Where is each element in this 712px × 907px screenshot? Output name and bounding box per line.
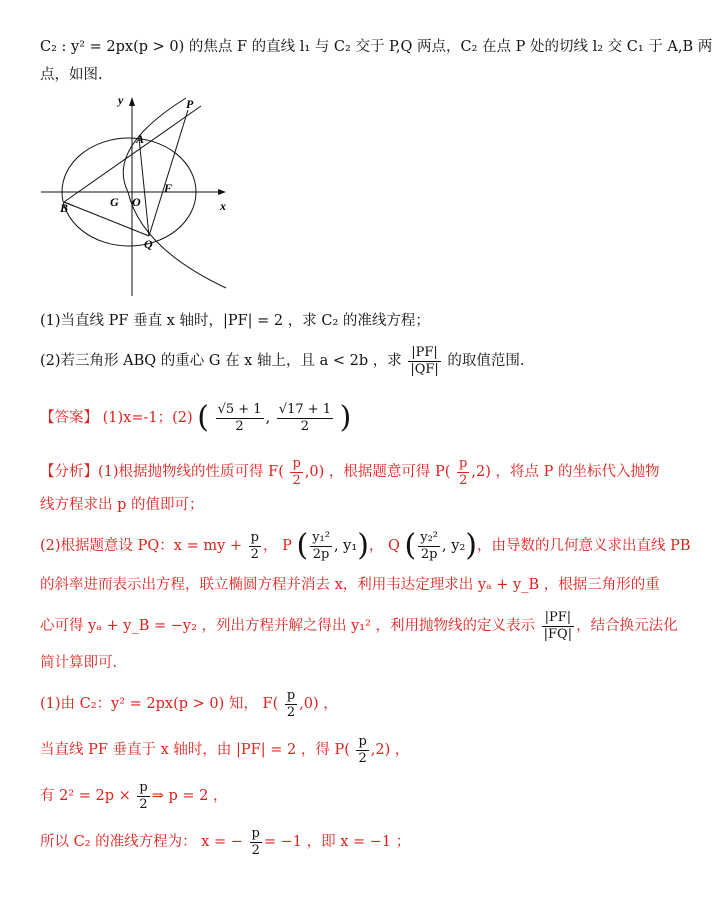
label-a: A [136,132,145,146]
analysis-l3b: ， P [262,538,292,554]
parabola-c2 [123,98,226,288]
solution-s4a: 所以 C₂ 的准线方程为： x = − [40,834,243,850]
analysis-l3d: ，由导数的几何意义求出直线 PB [476,538,691,554]
analysis-frac-f-num: p [292,455,301,471]
analysis-frac-p [457,456,469,489]
q-coord-frac [418,530,440,563]
p-close-paren: ) [357,528,369,563]
q-coord-y: , y₂ [442,538,466,554]
q-coord-den: 2p [420,546,438,562]
label-q: Q [144,237,153,251]
solution-line-1 [40,684,624,724]
question-2 [40,342,624,380]
answer-upper-num: √17 + 1 [278,401,332,417]
solution-s2-frac [356,734,368,767]
answer-close-paren: ) [339,400,352,435]
solution-s4-frac-num: p [251,825,260,841]
solution-s1-frac-num: p [286,687,296,703]
analysis-line-1 [40,452,660,492]
analysis-l5b: ，结合换元法化 [576,618,678,634]
label-f: F [164,181,173,195]
geometry-figure [36,88,236,298]
label-p: P [186,97,194,111]
q-coord-num: y₂² [420,529,439,545]
question-2-pre: (2)若三角形 ABQ 的重心 G 在 x 轴上，且 a < 2b ，求 [40,353,402,369]
answer-line [40,398,624,438]
p-coord-den: 2p [312,546,330,562]
solution-s1b: ,0) ， [299,696,338,712]
problem-line-2: 点，如图. [40,67,103,83]
analysis-l1a: (1)根据抛物线的性质可得 F( [98,464,284,480]
analysis-l3c: ， Q [368,538,400,554]
question-2-ratio [408,345,440,378]
p-coord-y: , y₁ [333,538,358,554]
solution-s4-frac [250,826,262,859]
solution-s2-frac-num: p [358,733,367,749]
solution-line-4 [40,822,624,862]
p-coord-num: y₁² [312,529,330,545]
analysis-l5a: 心可得 yₐ + y_B = −y₂ ，列出方程并解之得出 y₁² ，利用抛物线的定义表示 [40,618,536,634]
x-axis-arrow [218,189,226,195]
answer-comma: , [265,410,271,426]
answer-lower-den: 2 [235,418,244,434]
answer-open-paren: ( [197,400,209,435]
solution-line-2 [40,730,624,770]
answer-upper-frac [277,402,333,435]
question-2-post: 的取值范围. [447,353,525,369]
answer-lower-num: √5 + 1 [217,401,262,417]
solution-s1a: (1)由 C₂：y² = 2px(p > 0) 知， F( [40,696,279,712]
analysis-l1c: ,2) ，将点 P 的坐标代入抛物 [471,464,660,480]
solution-s3b: ⇒ p = 2 ， [151,788,228,804]
label-x: x [220,199,226,213]
question-1: (1)当直线 PF 垂直 x 轴时，|PF| = 2 ，求 C₂ 的准线方程； [40,313,430,329]
solution-s2-frac-den: 2 [358,750,367,766]
q-close-paren: ) [465,528,477,563]
p-coord-frac [310,530,332,563]
solution-s3-frac [137,780,149,813]
analysis-line-6: 简计算即可. [40,655,118,671]
y-axis-arrow [129,97,135,106]
label-o: O [132,195,141,209]
label-g: G [110,195,119,209]
solution-s4-frac-den: 2 [251,842,260,858]
answer-upper-den: 2 [300,418,310,434]
solution-line-3 [40,776,624,816]
solution-s2b: ,2) ， [370,742,410,758]
analysis-frac-p-num: p [459,455,468,471]
analysis-l5-frac-den: |FQ| [543,626,573,642]
question-2-ratio-num: |PF| [408,345,440,362]
p-open-paren: ( [296,528,309,563]
analysis-line-5 [40,606,678,646]
analysis-frac-f [290,456,302,489]
solution-s1-frac-den: 2 [286,704,296,720]
analysis-line-3 [40,524,691,568]
label-y: y [118,93,124,107]
analysis-l3a: (2)根据题意设 PQ：x = my + [40,538,243,554]
solution-s2a: 当直线 PF 垂直于 x 轴时，由 |PF| = 2 ，得 P( [40,742,350,758]
label-b: B [60,201,69,215]
analysis-l5-frac-num: |PF| [542,610,574,627]
analysis-frac-pq-num: p [250,529,259,545]
answer-part1: (1)x=-1；(2) [102,410,193,426]
analysis-frac-f-den: 2 [292,472,301,488]
analysis-l5-frac [542,610,574,643]
analysis-frac-pq [249,530,261,563]
answer-tag: 【答案】 [40,410,98,426]
problem-line-1: C₂ : y² = 2px(p > 0) 的焦点 F 的直线 l₁ 与 C₂ 交于 P,Q 两点，C₂ 在点 P 处的切线 l₂ 交 C₁ 于 A,B 两 [40,39,712,55]
analysis-l1b: ,0) ，根据题意可得 P( [304,464,451,480]
solution-s1-frac [285,688,297,721]
solution-s3-frac-num: p [139,779,148,795]
q-open-paren: ( [404,528,417,563]
solution-s3a: 有 2² = 2p × [40,788,131,804]
analysis-line-2: 线方程求出 p 的值即可； [40,497,204,513]
question-2-ratio-den: |QF| [410,361,439,377]
analysis-frac-pq-den: 2 [250,546,259,562]
answer-lower-frac [216,402,264,435]
solution-s3-frac-den: 2 [139,796,148,812]
analysis-line-4: 的斜率进而表示出方程，联立椭圆方程并消去 x，利用韦达定理求出 yₐ + y_B ，根据三角形的重 [40,577,660,593]
analysis-frac-p-den: 2 [459,472,468,488]
solution-s4b: = −1 ，即 x = −1 ； [263,834,411,850]
analysis-tag: 【分析】 [40,464,98,480]
